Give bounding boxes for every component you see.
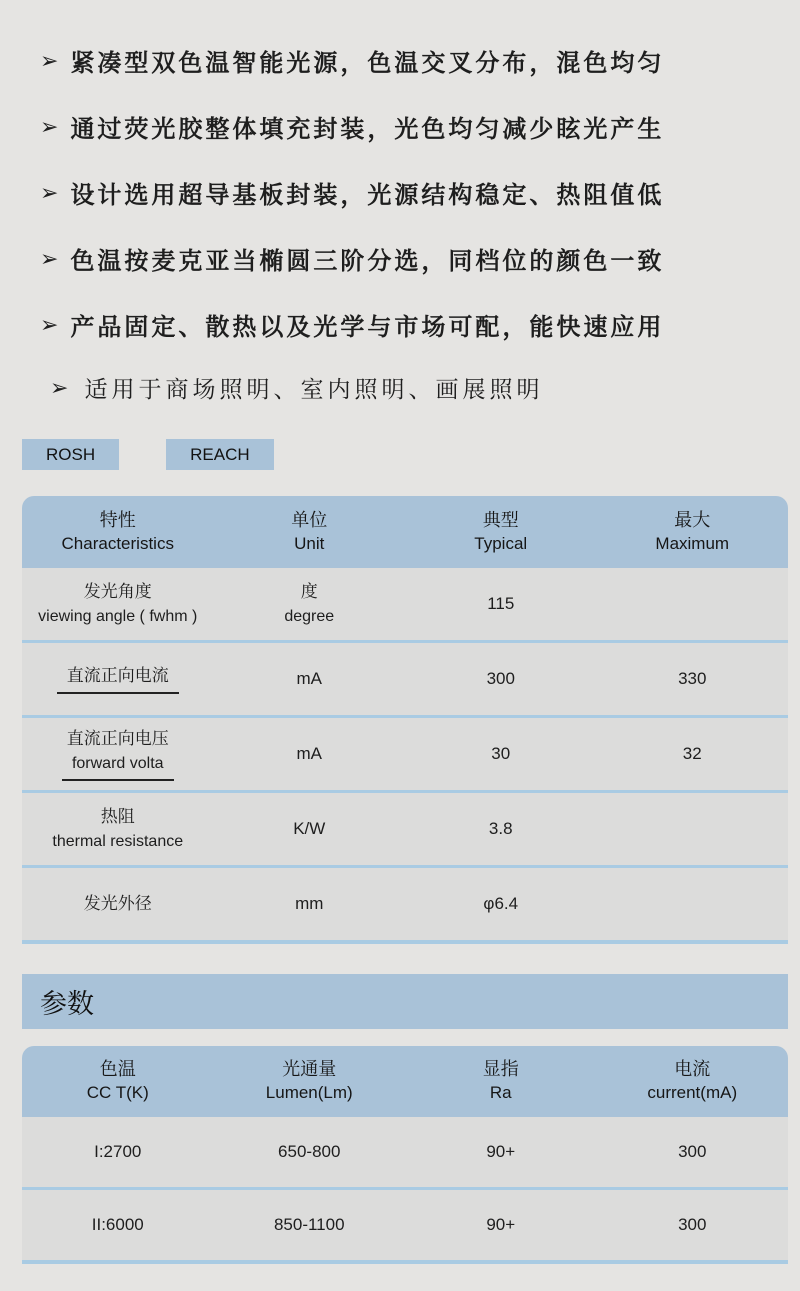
reach-badge: REACH (166, 439, 274, 470)
table-cell-lumen: 650-800 (278, 1141, 341, 1161)
table-cell-unit: mA (296, 668, 322, 688)
feature-text: 色温按麦克亚当椭圆三阶分选，同档位的颜色一致 (70, 247, 665, 275)
spec-table (22, 496, 788, 944)
feature-text: 适用于商场照明、室内照明、画展照明 (84, 375, 544, 402)
table-row (22, 715, 788, 790)
table-cell-typical: 3.8 (488, 818, 513, 838)
spec-header-maximum: 最大 Maximum (655, 509, 730, 553)
feature-item (40, 93, 782, 159)
table-cell-cct: I:2700 (94, 1141, 142, 1161)
table-cell-name: 直流正向电压 forward volta (22, 727, 214, 782)
params-table-body (22, 1117, 788, 1264)
table-cell-name: 直流正向电流 (22, 664, 214, 695)
feature-item (40, 27, 782, 93)
spec-header-unit: 单位 Unit (291, 509, 328, 553)
table-row (22, 865, 788, 940)
table-row (22, 1117, 788, 1187)
arrow-bullet-icon: ➢ (40, 114, 59, 139)
table-cell-unit: mm (295, 893, 324, 913)
params-header-lumen: 光通量 Lumen(Lm) (265, 1059, 353, 1103)
table-cell-ra: 90+ (486, 1141, 516, 1161)
feature-text: 产品固定、散热以及光学与市场可配，能快速应用 (70, 313, 665, 341)
table-row (22, 640, 788, 715)
table-cell-unit: 度 degree (284, 582, 335, 625)
arrow-bullet-icon: ➢ (40, 48, 59, 73)
table-cell-cct: II:6000 (91, 1214, 144, 1234)
certification-badges (22, 439, 800, 470)
table-cell-typical: 300 (486, 668, 515, 688)
arrow-bullet-icon: ➢ (40, 246, 59, 271)
table-cell-typical: 30 (491, 743, 511, 763)
params-header-current: 电流 current(mA) (647, 1059, 738, 1103)
params-table-header (22, 1046, 788, 1117)
table-cell-unit: K/W (293, 818, 326, 838)
table-row (22, 1187, 788, 1260)
spec-header-characteristics: 特性 Characteristics (61, 509, 174, 553)
table-row (22, 790, 788, 865)
params-table (22, 1046, 788, 1264)
table-cell-current: 300 (678, 1141, 707, 1161)
rosh-badge: ROSH (22, 439, 119, 470)
feature-text: 通过荧光胶整体填充封装，光色均匀减少眩光产生 (70, 115, 665, 143)
spec-table-header (22, 496, 788, 568)
feature-text: 设计选用超导基板封装，光源结构稳定、热阻值低 (70, 181, 665, 209)
table-row (22, 568, 788, 640)
feature-item (40, 159, 782, 225)
spec-table-body (22, 568, 788, 944)
params-section-title: 参数 (22, 974, 788, 1029)
table-cell-typical: φ6.4 (483, 893, 519, 913)
table-cell-max: 32 (682, 743, 702, 763)
feature-list (0, 0, 800, 417)
params-header-ra: 显指 Ra (482, 1059, 519, 1103)
table-cell-current: 300 (678, 1214, 707, 1234)
table-cell-name: 发光角度 viewing angle ( fwhm ) (38, 582, 198, 625)
table-cell-name: 热阻 thermal resistance (52, 807, 184, 850)
table-cell-lumen: 850-1100 (273, 1214, 345, 1234)
feature-item (40, 225, 782, 291)
arrow-bullet-icon: ➢ (50, 375, 69, 400)
arrow-bullet-icon: ➢ (40, 312, 59, 337)
table-cell-name: 发光外径 (83, 893, 152, 913)
feature-item (40, 291, 782, 357)
feature-item-applications (40, 357, 782, 417)
arrow-bullet-icon: ➢ (40, 180, 59, 205)
params-header-cct: 色温 CC T(K) (86, 1059, 149, 1103)
table-cell-ra: 90+ (486, 1214, 516, 1234)
spec-header-typical: 典型 Typical (474, 509, 528, 553)
table-cell-unit: mA (296, 743, 322, 763)
table-cell-typical: 115 (487, 593, 515, 613)
table-cell-max: 330 (678, 668, 707, 688)
feature-text: 紧凑型双色温智能光源，色温交叉分布，混色均匀 (70, 49, 665, 77)
